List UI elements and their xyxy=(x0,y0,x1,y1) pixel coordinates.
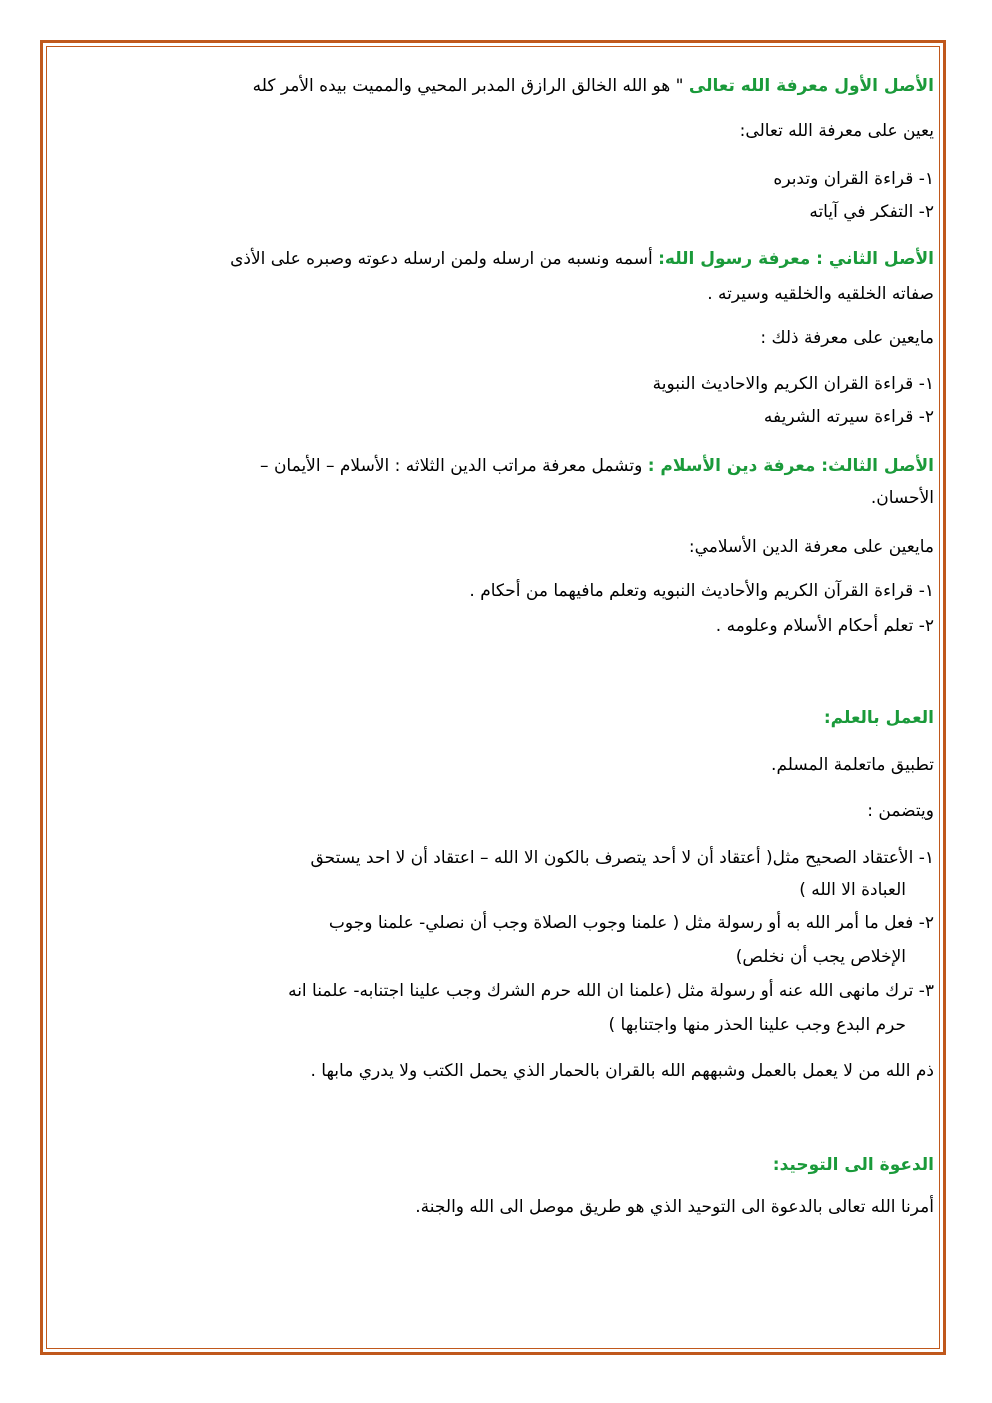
s1-intro: يعين على معرفة الله تعالى: xyxy=(739,121,934,141)
s1-heading: الأصل الأول معرفة الله تعالى xyxy=(688,76,934,96)
s3-line xyxy=(260,455,934,477)
s2-line xyxy=(230,248,934,270)
s1-line xyxy=(253,75,934,97)
s4-heading: العمل بالعلم: xyxy=(823,708,934,728)
s2-heading: الأصل الثاني : معرفة رسول الله: xyxy=(658,249,934,269)
s1-item-2: ٢- التفكر في آياته xyxy=(809,202,934,222)
s1-text: " هو الله الخالق الرازق المدبر المحيي والمميت بيده الأمر كله xyxy=(252,76,689,96)
s2-text-2: صفاته الخلقيه والخلقيه وسيرته . xyxy=(707,284,934,304)
s5-heading: الدعوة الى التوحيد: xyxy=(772,1155,934,1175)
s4-item-3-line-1: ٣- ترك مانهى الله عنه أو رسولة مثل (علمنا ان الله حرم الشرك وجب علينا اجتنابه- علمنا انه xyxy=(288,981,934,1001)
s3-text: وتشمل معرفة مراتب الدين الثلاثه : الأسلام – الأيمان – xyxy=(260,456,648,476)
s4-item-1-line-2: العبادة الا الله ) xyxy=(799,880,906,900)
s2-item-2: ٢- قراءة سيرته الشريفه xyxy=(763,407,934,427)
s4-item-2-line-1: ٢- فعل ما أمر الله به أو رسولة مثل ( علمنا وجوب الصلاة وجب أن نصلي- علمنا وجوب xyxy=(328,913,934,933)
s4-closing: ذم الله من لا يعمل بالعمل وشبههم الله بالقران بالحمار الذي يحمل الكتب ولا يدري مابها . xyxy=(310,1061,934,1081)
s3-text-2: الأحسان. xyxy=(870,488,934,508)
s4-item-2-line-2: الإخلاص يجب أن نخلص) xyxy=(735,947,906,967)
s3-heading: الأصل الثالث: معرفة دين الأسلام : xyxy=(647,456,934,476)
s2-text: أسمه ونسبه من ارسله ولمن ارسله دعوته وصبره على الأذى xyxy=(230,249,659,269)
s4-item-3-line-2: حرم البدع وجب علينا الحذر منها واجتنابها ) xyxy=(608,1015,906,1035)
s3-item-1: ١- قراءة القرآن الكريم والأحاديث النبويه وتعلم مافيهما من أحكام . xyxy=(469,581,934,601)
s4-item-1-line-1: ١- الأعتقاد الصحيح مثل( أعتقاد أن لا أحد يتصرف بالكون الا الله – اعتقاد أن لا احد يستحق xyxy=(310,848,934,868)
s4-intro: ويتضمن : xyxy=(867,801,934,821)
s4-definition: تطبيق ماتعلمة المسلم. xyxy=(771,755,934,775)
s1-item-1: ١- قراءة القران وتدبره xyxy=(773,169,934,189)
s2-intro: مايعين على معرفة ذلك : xyxy=(760,328,934,348)
s2-item-1: ١- قراءة القران الكريم والاحاديث النبوية xyxy=(652,374,934,394)
s3-item-2: ٢- تعلم أحكام الأسلام وعلومه . xyxy=(715,616,934,636)
s5-text: أمرنا الله تعالى بالدعوة الى التوحيد الذي هو طريق موصل الى الله والجنة. xyxy=(415,1197,934,1217)
s3-intro: مايعين على معرفة الدين الأسلامي: xyxy=(688,537,934,557)
